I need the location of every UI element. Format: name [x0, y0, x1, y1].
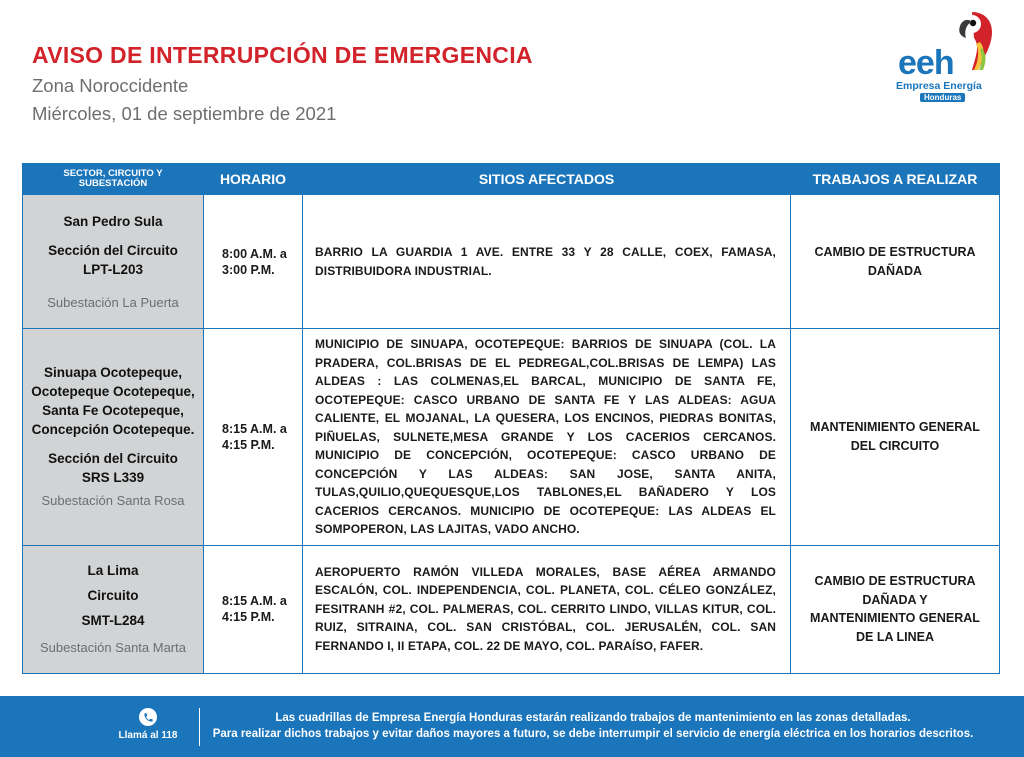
city-name: La Lima [87, 563, 139, 578]
footer-banner [0, 696, 1024, 757]
macaw-bird-icon [950, 10, 994, 72]
work-line: CAMBIO DE ESTRUCTURA [814, 245, 976, 259]
logo-country: Honduras [920, 93, 965, 102]
call-118[interactable] [118, 708, 178, 741]
work-cell [791, 195, 1000, 329]
column-header-horario: HORARIO [204, 164, 303, 195]
table-row [23, 329, 1000, 546]
footer-notice-line: Las cuadrillas de Empresa Energía Honduras estarán realizando trabajos de mantenimiento en las zonas detalladas. [275, 712, 911, 724]
phone-label: Llamá al 118 [118, 730, 178, 741]
work-line: DE LA LINEA [855, 629, 934, 644]
substation-name: Subestación La Puerta [47, 294, 179, 310]
schedule-start: 8:15 A.M. a [222, 421, 287, 436]
work-line: MANTENIMIENTO GENERAL [810, 611, 980, 625]
company-logo [890, 10, 1000, 110]
table-header-row [23, 164, 1000, 195]
city-name: San Pedro Sula [63, 213, 163, 229]
circuit-label: Circuito [87, 588, 139, 603]
sector-cell [23, 545, 204, 673]
column-header-trabajos: TRABAJOS A REALIZAR [791, 164, 1000, 195]
logo-wordmark: eeh [898, 44, 954, 82]
schedule-cell [204, 195, 303, 329]
city-name: Concepción Ocotepeque. [31, 422, 195, 438]
zone-label: Zona Noroccidente [32, 75, 189, 96]
circuit-label: Sección del Circuito [48, 451, 178, 467]
circuit-label: Sección del Circuito [48, 242, 178, 258]
circuit-code: LPT-L203 [82, 261, 144, 277]
circuit-code: SRS L339 [81, 470, 145, 486]
outage-table [22, 163, 1000, 674]
work-cell [791, 329, 1000, 546]
schedule-start: 8:15 A.M. a [222, 594, 287, 608]
city-name: Ocotepeque Ocotepeque, [31, 384, 195, 400]
city-name: Santa Fe Ocotepeque, [42, 403, 184, 419]
work-cell [791, 545, 1000, 673]
city-name: Sinuapa Ocotepeque, [43, 365, 183, 381]
schedule-start: 8:00 A.M. a [222, 246, 287, 261]
work-line: DAÑADA [867, 263, 923, 278]
schedule-end: 4:15 P.M. [222, 610, 275, 624]
phone-icon [139, 708, 157, 726]
logo-company-name: Empresa Energía [896, 80, 982, 92]
schedule-cell [204, 329, 303, 546]
affected-sites-cell: AEROPUERTO RAMÓN VILLEDA MORALES, BASE AÉREA ARMANDO ESCALÓN, COL. INDEPENDENCIA, COL. PLANETA, COL. CÉLEO GONZÁLEZ, FESITRANH #2, COL. PALMERAS, COL. CERRITO LINDO, VILLAS KITUR, COL. RUIZ, SITRAINA, COL. SAN CRISTÓBAL, COL. JERUSALÉN, COL. SAN FERNANDO I, II ETAPA, COL. 22 DE MAYO, COL. PARAÍSO, FAFER. [303, 545, 791, 673]
column-header-sitios: SITIOS AFECTADOS [303, 164, 791, 195]
column-header-sector: SECTOR, CIRCUITO Y SUBESTACIÓN [23, 164, 204, 195]
table-row [23, 545, 1000, 673]
schedule-end: 4:15 P.M. [222, 437, 275, 452]
date-label: Miércoles, 01 de septiembre de 2021 [32, 103, 337, 124]
affected-sites-cell: BARRIO LA GUARDIA 1 AVE. ENTRE 33 Y 28 CALLE, COEX, FAMASA, DISTRIBUIDORA INDUSTRIAL. [303, 195, 791, 329]
circuit-code: SMT-L284 [81, 613, 145, 628]
sector-cell [23, 329, 204, 546]
substation-name: Subestación Santa Rosa [41, 493, 185, 509]
footer-divider [199, 708, 200, 746]
table-row [23, 195, 1000, 329]
substation-name: Subestación Santa Marta [40, 640, 186, 655]
work-line: DAÑADA Y [862, 592, 928, 607]
sector-cell [23, 195, 204, 329]
work-line: DEL CIRCUITO [850, 438, 940, 453]
work-line: MANTENIMIENTO GENERAL [810, 420, 980, 435]
affected-sites-cell: MUNICIPIO DE SINUAPA, OCOTEPEQUE: BARRIOS DE SINUAPA (COL. LA PRADERA, COL.BRISAS DE EL PEDREGAL,COL.BRISAS DE LEMPA) LAS ALDEAS : LAS COLMENAS,EL BARCAL, MUNICIPIO DE SANTA FE, OCOTEPEQUE: CASCO URBANO DE SANTA FE Y LAS ALDEAS: AGUA CALIENTE, EL MOJANAL, LA QUESERA, LOS ENCINOS, PIEDRAS BONITAS, PIÑUELAS, SULNETE,MESA GRANDE Y LOS CACERIOS CERCANOS. MUNICIPIO DE CONCEPCIÓN, OCOTEPEQUE: CASCO URBANO DE CONCEPCIÓN Y LAS ALDEAS: SAN JOSE, SANTA ANITA, TULAS,QUILIO,QUEQUESQUE,LOS TABLONES,EL BAÑADERO Y LOS CACERIOS CERCANOS. MUNICIPIO DE OCOTEPEQUE: LAS ALDEAS EL SOMPOPERON, LAS LAJITAS, VADO ANCHO. [303, 329, 791, 546]
page-title: AVISO DE INTERRUPCIÓN DE EMERGENCIA [32, 42, 533, 68]
footer-notice [208, 710, 978, 742]
schedule-end: 3:00 P.M. [222, 262, 275, 277]
schedule-cell [204, 545, 303, 673]
work-line: CAMBIO DE ESTRUCTURA [814, 574, 976, 588]
footer-notice-line: Para realizar dichos trabajos y evitar daños mayores a futuro, se debe interrumpir el servicio de energía eléctrica en los horarios descritos. [212, 728, 974, 740]
